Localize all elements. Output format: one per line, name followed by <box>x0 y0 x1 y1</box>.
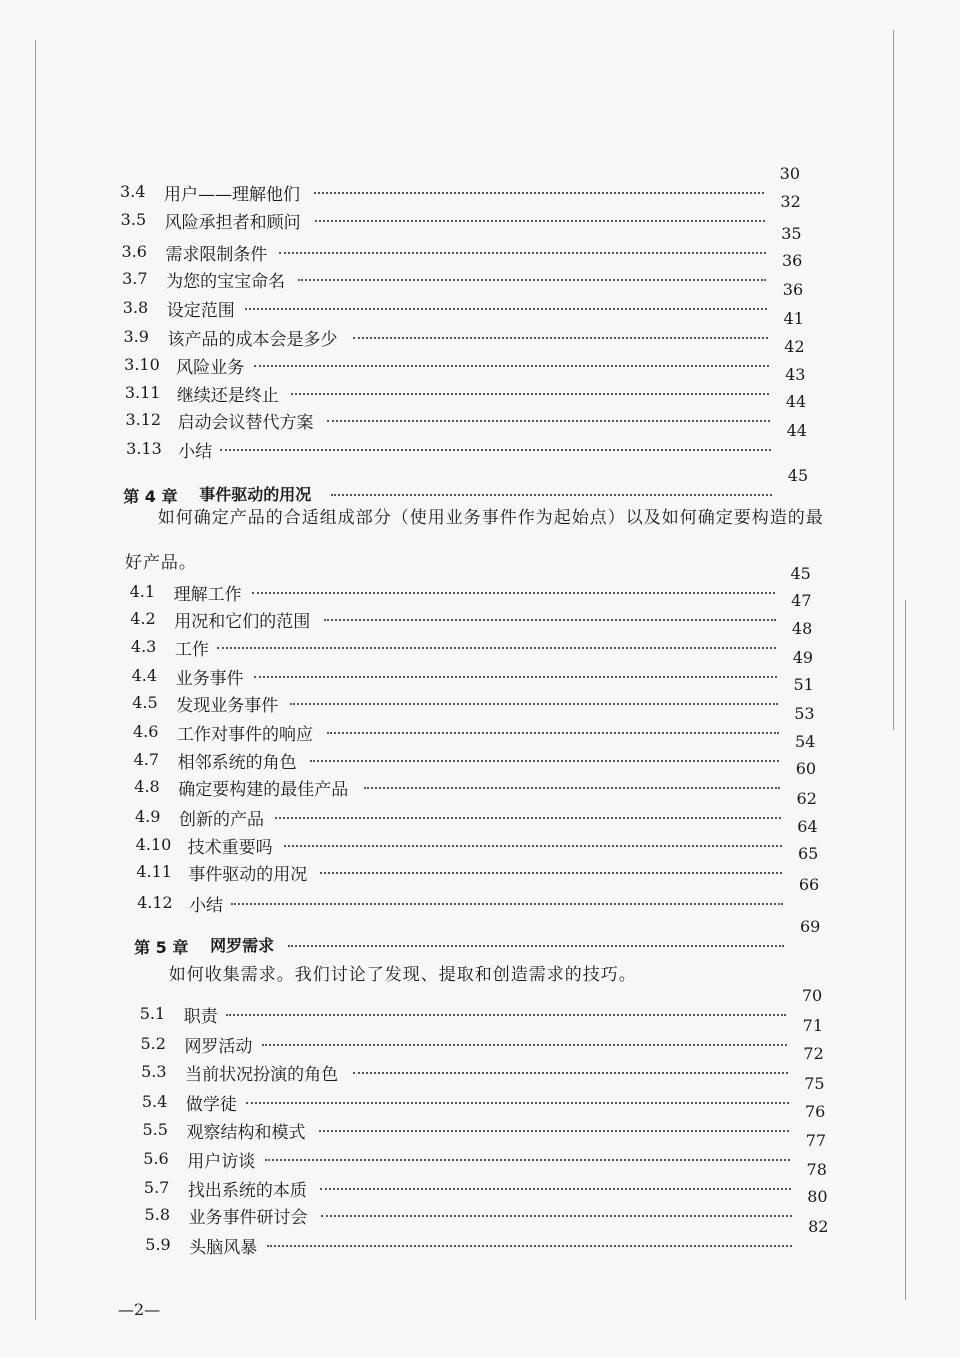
entry-title: 理解工作 <box>173 585 242 605</box>
entry-number: 3.8 <box>122 298 149 317</box>
entry-page-number: 64 <box>797 817 818 836</box>
entry-page-number: 60 <box>795 759 817 778</box>
dot-leader <box>331 488 772 496</box>
entry-number: 4.8 <box>134 777 160 796</box>
entry-title: 用况和它们的范围 <box>174 612 311 632</box>
entry-page-number: 35 <box>781 224 802 243</box>
dot-leader <box>353 331 767 339</box>
entry-number: 3.13 <box>126 439 162 458</box>
dot-leader <box>353 1066 788 1074</box>
entry-title: 头脑风暴 <box>189 1238 258 1258</box>
entry-page-number: 69 <box>799 917 821 936</box>
entry-title: 确定要构建的最佳产品 <box>178 780 349 800</box>
dot-leader <box>288 939 784 947</box>
entry-title: 小结 <box>178 442 213 462</box>
dot-leader <box>265 1153 790 1161</box>
dot-leader <box>290 697 778 705</box>
entry-title: 网罗需求 <box>210 936 275 955</box>
chapter-description: 如何确定产品的合适组成部分（使用业务事件作为起始点）以及如何确定要构造的最 <box>157 508 824 528</box>
entry-page-number: 80 <box>807 1187 828 1206</box>
entry-number: 5.7 <box>143 1178 170 1197</box>
entry-page-number: 70 <box>801 986 823 1005</box>
entry-title: 风险业务 <box>176 358 245 378</box>
dot-leader <box>291 387 770 395</box>
entry-page-number: 43 <box>785 365 806 384</box>
entry-number: 4.5 <box>132 693 158 712</box>
entry-page-number: 42 <box>784 337 805 356</box>
entry-number: 5.4 <box>141 1092 168 1111</box>
entry-number: 第 5 章 <box>134 938 189 957</box>
entry-page-number: 44 <box>785 392 807 411</box>
entry-number: 5.1 <box>139 1004 166 1023</box>
entry-number: 4.3 <box>130 637 157 656</box>
entry-page-number: 71 <box>802 1016 823 1035</box>
entry-page-number: 30 <box>779 164 800 183</box>
entry-page-number: 44 <box>786 421 807 440</box>
dot-leader <box>298 273 766 281</box>
entry-title: 工作对事件的响应 <box>176 725 313 745</box>
page-footer-number: —2— <box>118 1300 161 1319</box>
entry-page-number: 72 <box>803 1044 824 1063</box>
entry-page-number: 66 <box>798 875 820 894</box>
entry-page-number: 45 <box>787 466 809 485</box>
dot-leader <box>245 302 767 310</box>
entry-number: 4.2 <box>130 609 156 628</box>
dot-leader <box>319 1124 790 1132</box>
dot-leader <box>262 1038 787 1046</box>
dot-leader <box>310 754 780 762</box>
chapter-description: 好产品。 <box>124 553 197 573</box>
toc-chapter-entry[interactable] <box>0 917 960 957</box>
entry-title: 设定范围 <box>166 301 235 321</box>
dot-leader <box>246 1096 789 1104</box>
entry-page-number: 65 <box>798 844 819 863</box>
entry-page-number: 76 <box>804 1102 826 1121</box>
dot-leader <box>217 641 776 649</box>
entry-number: 5.3 <box>141 1062 167 1081</box>
entry-title: 做学徒 <box>185 1095 237 1115</box>
entry-title: 创新的产品 <box>179 810 264 830</box>
entry-number: 3.7 <box>122 269 148 288</box>
entry-number: 4.12 <box>137 893 173 912</box>
entry-number: 3.10 <box>124 355 160 374</box>
entry-number: 3.5 <box>120 210 147 229</box>
entry-title: 为您的宝宝命名 <box>166 272 286 292</box>
entry-page-number: 78 <box>806 1160 827 1179</box>
dot-leader <box>314 186 764 194</box>
entry-page-number: 36 <box>781 251 803 270</box>
entry-title: 当前状况扮演的角色 <box>185 1065 339 1085</box>
dot-leader <box>321 1209 792 1217</box>
entry-title: 工作 <box>174 640 209 660</box>
toc-section-entry[interactable] <box>0 164 960 205</box>
dot-leader <box>320 1182 791 1190</box>
entry-number: 4.1 <box>129 582 156 601</box>
entry-number: 3.9 <box>123 327 149 346</box>
dot-leader <box>364 781 780 789</box>
entry-title: 找出系统的本质 <box>187 1181 307 1201</box>
entry-title: 业务事件 <box>175 669 244 689</box>
dot-leader <box>324 613 775 621</box>
entry-title: 技术重要吗 <box>187 838 273 858</box>
entry-page-number: 48 <box>791 619 813 638</box>
entry-number: 4.6 <box>132 722 159 741</box>
entry-title: 职责 <box>183 1007 218 1027</box>
dot-leader <box>267 1239 792 1247</box>
entry-title: 事件驱动的用况 <box>188 865 308 885</box>
dot-leader <box>231 897 783 905</box>
entry-page-number: 49 <box>792 648 814 667</box>
entry-page-number: 53 <box>794 704 815 723</box>
entry-title: 风险承担者和顾问 <box>164 213 301 233</box>
dot-leader <box>279 246 765 254</box>
entry-number: 5.8 <box>144 1205 170 1224</box>
entry-number: 4.11 <box>136 862 172 881</box>
dot-leader <box>327 414 770 422</box>
entry-number: 4.4 <box>131 666 158 685</box>
entry-number: 3.4 <box>120 182 146 201</box>
dot-leader <box>220 443 771 451</box>
entry-page-number: 47 <box>791 591 812 610</box>
entry-title: 继续还是终止 <box>176 386 279 406</box>
entry-title: 相邻系统的角色 <box>177 753 297 773</box>
dot-leader <box>254 670 777 678</box>
dot-leader <box>320 866 782 874</box>
dot-leader <box>275 811 781 819</box>
entry-title: 小结 <box>189 896 224 916</box>
entry-page-number: 36 <box>782 280 804 299</box>
entry-title: 网罗活动 <box>184 1037 253 1057</box>
entry-title: 启动会议替代方案 <box>177 413 314 433</box>
entry-title: 事件驱动的用况 <box>199 485 312 504</box>
entry-number: 5.5 <box>142 1120 168 1139</box>
entry-title: 该产品的成本会是多少 <box>167 330 338 350</box>
entry-title: 需求限制条件 <box>165 245 268 265</box>
entry-title: 用户访谈 <box>187 1152 256 1172</box>
entry-page-number: 75 <box>804 1074 825 1093</box>
entry-page-number: 82 <box>808 1217 829 1236</box>
dot-leader <box>327 726 779 734</box>
entry-number: 3.12 <box>125 410 162 429</box>
entry-number: 4.10 <box>135 835 172 854</box>
entry-page-number: 77 <box>805 1131 827 1150</box>
entry-number: 3.6 <box>121 242 147 261</box>
entry-number: 5.9 <box>145 1235 171 1254</box>
dot-leader <box>254 359 769 367</box>
entry-number: 4.7 <box>133 750 160 769</box>
toc-section-entry[interactable] <box>0 224 960 265</box>
entry-page-number: 51 <box>793 675 814 694</box>
dot-leader <box>226 1008 786 1016</box>
entry-number: 3.11 <box>124 383 161 402</box>
entry-page-number: 32 <box>780 192 801 211</box>
entry-page-number: 54 <box>794 732 816 751</box>
entry-number: 4.9 <box>135 807 161 826</box>
entry-number: 第 4 章 <box>123 487 178 506</box>
entry-number: 5.2 <box>140 1034 166 1053</box>
entry-page-number: 41 <box>783 309 804 328</box>
entry-title: 观察结构和模式 <box>186 1123 306 1143</box>
entry-title: 用户——理解他们 <box>164 185 300 205</box>
chapter-description: 如何收集需求。我们讨论了发现、提取和创造需求的技巧。 <box>168 965 637 985</box>
entry-number: 5.6 <box>143 1149 169 1168</box>
entry-title: 业务事件研讨会 <box>188 1208 308 1228</box>
toc-section-entry[interactable] <box>0 564 960 605</box>
entry-page-number: 45 <box>790 564 811 583</box>
dot-leader <box>252 586 775 594</box>
dot-leader <box>284 839 782 847</box>
dot-leader <box>315 214 765 222</box>
entry-page-number: 62 <box>796 789 817 808</box>
entry-title: 发现业务事件 <box>176 696 279 716</box>
